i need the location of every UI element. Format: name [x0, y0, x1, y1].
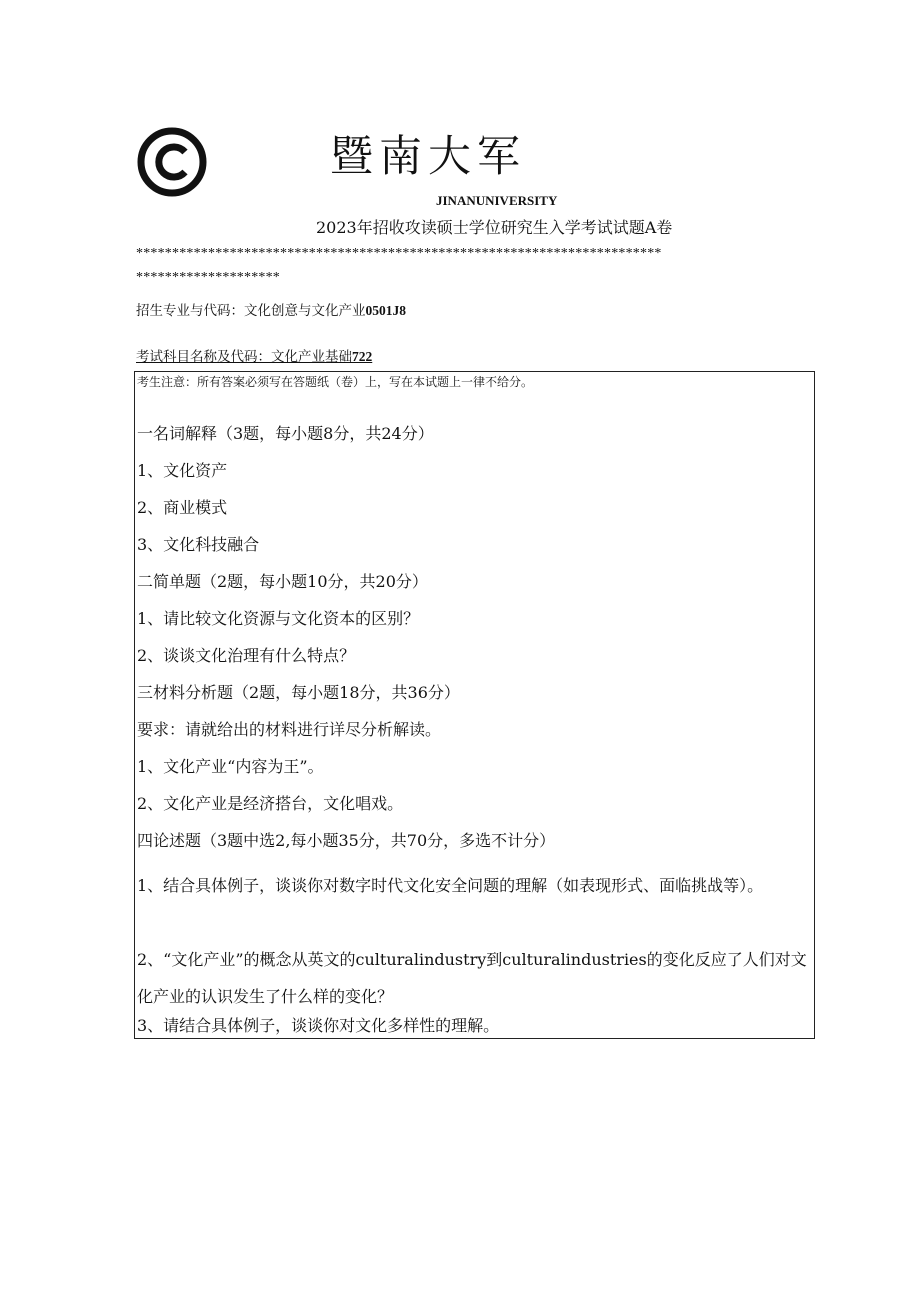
question-item: 3、文化科技融合 — [137, 535, 260, 554]
section-heading-1: 一名词解释（3题，每小题8分，共24分） — [137, 424, 434, 443]
question-item: 2、文化产业是经济搭台，文化唱戏。 — [137, 794, 404, 813]
section-heading-4: 四论述题（3题中选2,每小题35分，共70分，多选不计分） — [137, 831, 556, 850]
question-item: 1、文化资产 — [137, 461, 228, 480]
exam-content-box — [134, 371, 815, 1039]
section-heading-2: 二简单题（2题，每小题10分，共20分） — [137, 572, 428, 591]
major-code: 0501J8 — [365, 303, 406, 318]
separator-stars-2: ******************** — [136, 270, 280, 285]
university-name-en: JINANUNIVERSITY — [436, 193, 558, 208]
separator-stars-1: ************************************************************************* — [136, 246, 662, 261]
subject-code: 722 — [352, 349, 373, 364]
major-label: 招生专业与代码：文化创意与文化产业 — [136, 303, 366, 319]
university-name-cn: 暨南大军 — [330, 132, 526, 182]
question-item: 1、文化产业“内容为王”。 — [137, 757, 324, 776]
question-item: 2、“文化产业”的概念从英文的culturalindustry到culturalindustries的变化反应了人们对文化产业的认识发生了什么样的变化？ — [137, 950, 807, 1006]
major-info — [136, 302, 406, 320]
subject-label: 考试科目名称及代码：文化产业基础 — [136, 349, 352, 365]
question-item: 2、谈谈文化治理有什么特点？ — [137, 646, 356, 665]
copyright-icon — [136, 126, 208, 198]
exam-title: 2023年招收攻读硕士学位研究生入学考试试题A卷 — [316, 218, 673, 237]
requirement-text: 要求：请就给出的材料进行详尽分析解读。 — [137, 720, 442, 739]
section-heading-3: 三材料分析题（2题，每小题18分，共36分） — [137, 683, 460, 702]
subject-info — [136, 348, 372, 366]
question-item: 3、请结合具体例子，谈谈你对文化多样性的理解。 — [137, 1016, 500, 1035]
exam-notice: 考生注意：所有答案必须写在答题纸（卷）上，写在本试题上一律不给分。 — [137, 375, 534, 389]
question-item: 2、商业模式 — [137, 498, 228, 517]
question-item: 1、结合具体例子，谈谈你对数字时代文化安全问题的理解（如表现形式、面临挑战等）。 — [137, 876, 764, 895]
question-item: 1、请比较文化资源与文化资本的区别？ — [137, 609, 420, 628]
